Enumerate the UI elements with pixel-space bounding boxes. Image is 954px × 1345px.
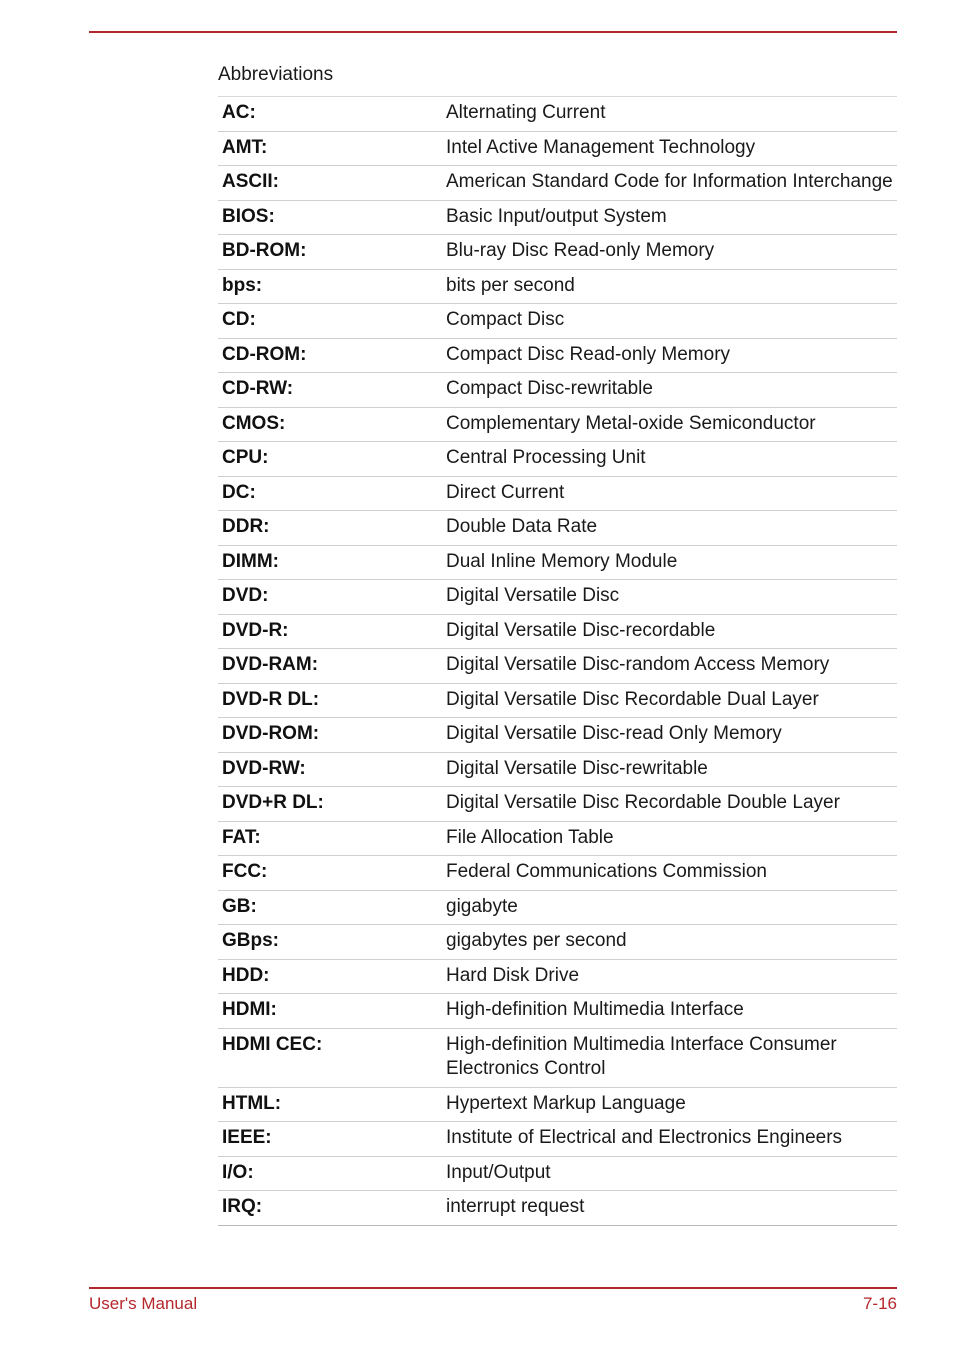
abbreviation-term: HDD:	[218, 959, 442, 994]
abbreviation-term: DVD-RAM:	[218, 649, 442, 684]
abbreviation-row	[218, 1028, 897, 1087]
abbreviation-term: FAT:	[218, 821, 442, 856]
abbreviation-term: CD-ROM:	[218, 338, 442, 373]
abbreviation-definition: Institute of Electrical and Electronics Engineers	[442, 1122, 897, 1157]
footer-manual-title: User's Manual	[89, 1294, 198, 1313]
abbreviation-definition: Central Processing Unit	[442, 442, 897, 477]
abbreviation-row	[218, 959, 897, 994]
abbreviation-definition: Input/Output	[442, 1156, 897, 1191]
abbreviation-definition: Digital Versatile Disc-read Only Memory	[442, 718, 897, 753]
abbreviation-term: HTML:	[218, 1087, 442, 1122]
abbreviation-term: DVD:	[218, 580, 442, 615]
abbreviation-definition: Digital Versatile Disc Recordable Double Layer	[442, 787, 897, 822]
abbreviations-table-body	[218, 97, 897, 1226]
abbreviation-term: CD:	[218, 304, 442, 339]
abbreviation-row	[218, 166, 897, 201]
abbreviation-term: HDMI:	[218, 994, 442, 1029]
abbreviation-row	[218, 1087, 897, 1122]
abbreviation-term: FCC:	[218, 856, 442, 891]
abbreviation-row	[218, 890, 897, 925]
abbreviation-definition: File Allocation Table	[442, 821, 897, 856]
abbreviation-row	[218, 235, 897, 270]
abbreviation-row	[218, 373, 897, 408]
abbreviation-definition: Federal Communications Commission	[442, 856, 897, 891]
abbreviation-definition: Double Data Rate	[442, 511, 897, 546]
abbreviation-row	[218, 994, 897, 1029]
abbreviation-definition: Intel Active Management Technology	[442, 131, 897, 166]
abbreviation-term: IEEE:	[218, 1122, 442, 1157]
abbreviation-definition: Compact Disc Read-only Memory	[442, 338, 897, 373]
abbreviation-row	[218, 131, 897, 166]
abbreviation-row	[218, 511, 897, 546]
abbreviation-term: BIOS:	[218, 200, 442, 235]
abbreviation-definition: Digital Versatile Disc	[442, 580, 897, 615]
abbreviation-definition: Direct Current	[442, 476, 897, 511]
abbreviation-term: BD-ROM:	[218, 235, 442, 270]
abbreviation-row	[218, 580, 897, 615]
abbreviation-term: ASCII:	[218, 166, 442, 201]
abbreviation-row	[218, 925, 897, 960]
abbreviation-term: CMOS:	[218, 407, 442, 442]
abbreviation-row	[218, 752, 897, 787]
abbreviation-term: DVD-ROM:	[218, 718, 442, 753]
abbreviation-term: GB:	[218, 890, 442, 925]
abbreviation-definition: High-definition Multimedia Interface	[442, 994, 897, 1029]
abbreviation-definition: Dual Inline Memory Module	[442, 545, 897, 580]
abbreviation-definition: Digital Versatile Disc-recordable	[442, 614, 897, 649]
abbreviation-row	[218, 649, 897, 684]
footer-page-number: 7-16	[862, 1294, 897, 1313]
abbreviation-row	[218, 787, 897, 822]
abbreviation-definition: Basic Input/output System	[442, 200, 897, 235]
abbreviation-row	[218, 683, 897, 718]
footer-rule	[89, 1287, 897, 1289]
abbreviation-term: HDMI CEC:	[218, 1028, 442, 1087]
abbreviation-definition: Compact Disc-rewritable	[442, 373, 897, 408]
abbreviation-row	[218, 476, 897, 511]
abbreviation-row	[218, 718, 897, 753]
abbreviation-term: DVD-R DL:	[218, 683, 442, 718]
abbreviation-term: AMT:	[218, 131, 442, 166]
abbreviation-row	[218, 407, 897, 442]
header-rule	[89, 31, 897, 33]
abbreviation-row	[218, 856, 897, 891]
abbreviation-row	[218, 1122, 897, 1157]
abbreviation-row	[218, 200, 897, 235]
abbreviation-definition: Digital Versatile Disc-random Access Memory	[442, 649, 897, 684]
abbreviation-row	[218, 97, 897, 132]
abbreviation-row	[218, 338, 897, 373]
abbreviation-row	[218, 1156, 897, 1191]
abbreviation-term: CD-RW:	[218, 373, 442, 408]
abbreviation-definition: interrupt request	[442, 1191, 897, 1226]
abbreviation-definition: bits per second	[442, 269, 897, 304]
abbreviation-term: DC:	[218, 476, 442, 511]
abbreviation-term: DVD+R DL:	[218, 787, 442, 822]
abbreviation-definition: Blu-ray Disc Read-only Memory	[442, 235, 897, 270]
abbreviation-term: DVD-RW:	[218, 752, 442, 787]
abbreviation-row	[218, 614, 897, 649]
abbreviation-term: IRQ:	[218, 1191, 442, 1226]
abbreviation-term: DIMM:	[218, 545, 442, 580]
abbreviation-definition: gigabyte	[442, 890, 897, 925]
abbreviation-definition: Complementary Metal-oxide Semiconductor	[442, 407, 897, 442]
abbreviation-definition: High-definition Multimedia Interface Consumer Electronics Control	[442, 1028, 897, 1087]
abbreviation-definition: Hypertext Markup Language	[442, 1087, 897, 1122]
abbreviation-definition: American Standard Code for Information Interchange	[442, 166, 897, 201]
abbreviation-term: GBps:	[218, 925, 442, 960]
abbreviation-row	[218, 821, 897, 856]
abbreviation-term: DDR:	[218, 511, 442, 546]
abbreviation-row	[218, 269, 897, 304]
abbreviation-definition: Digital Versatile Disc-rewritable	[442, 752, 897, 787]
abbreviation-definition: Compact Disc	[442, 304, 897, 339]
section-heading: Abbreviations	[218, 64, 334, 85]
abbreviation-definition: Alternating Current	[442, 97, 897, 132]
abbreviation-term: CPU:	[218, 442, 442, 477]
abbreviation-term: bps:	[218, 269, 442, 304]
abbreviation-term: DVD-R:	[218, 614, 442, 649]
abbreviation-definition: gigabytes per second	[442, 925, 897, 960]
abbreviation-row	[218, 442, 897, 477]
abbreviation-row	[218, 304, 897, 339]
abbreviations-table	[218, 96, 897, 1226]
abbreviation-row	[218, 1191, 897, 1226]
abbreviation-definition: Digital Versatile Disc Recordable Dual Layer	[442, 683, 897, 718]
abbreviation-term: AC:	[218, 97, 442, 132]
abbreviation-row	[218, 545, 897, 580]
abbreviation-definition: Hard Disk Drive	[442, 959, 897, 994]
abbreviation-term: I/O:	[218, 1156, 442, 1191]
